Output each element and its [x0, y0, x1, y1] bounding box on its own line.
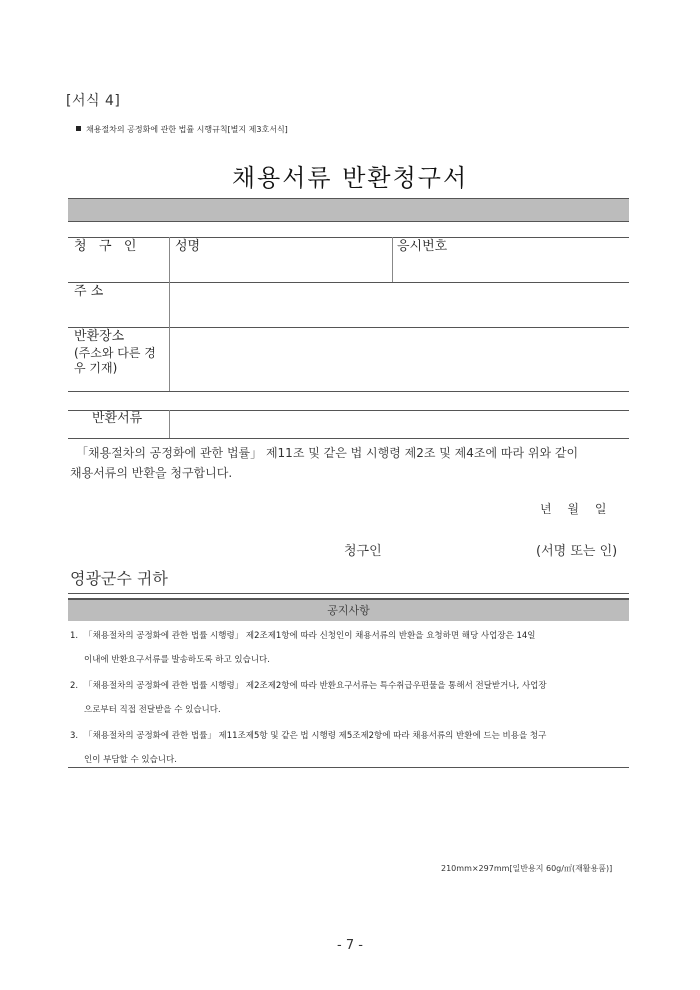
notice-item-line: 「채용절차의 공정화에 관한 법률 시행령」 제2조제2항에 따라 반환요구서류는 특수취급우편물을 통해서 전달받거나, 사업장 [84, 681, 547, 691]
declaration-line-2: 채용서류의 반환을 청구합니다. [70, 466, 233, 480]
table-line-return-place-bottom [68, 391, 629, 392]
signature-hint: (서명 또는 인) [536, 544, 618, 559]
exam-number-field[interactable] [397, 256, 625, 278]
table-line-return-docs-top [68, 410, 629, 411]
legal-basis [76, 124, 288, 135]
claimant-label: 청 구 인 [74, 239, 137, 254]
notice-item-line: 으로부터 직접 전달받을 수 있습니다. [84, 705, 221, 715]
page-number: - 7 - [337, 938, 363, 953]
notice-header: 공지사항 [68, 598, 629, 621]
notice-item-number: 3. [70, 731, 79, 741]
notice-bottom-rule [68, 767, 629, 768]
document-title: 채용서류 반환청구서 [231, 164, 469, 192]
table-line-top [68, 237, 629, 238]
notice-item [70, 674, 630, 722]
return-documents-label: 반환서류 [92, 411, 143, 426]
table-line-address-bottom [68, 327, 629, 328]
return-place-field[interactable] [175, 331, 625, 387]
notice-item-number: 1. [70, 631, 79, 641]
return-place-label-1: 반환장소 [74, 329, 125, 344]
notice-list [70, 624, 630, 774]
address-label: 주 소 [74, 284, 104, 299]
return-place-label-2: (주소와 다른 경 [74, 346, 156, 360]
declaration [70, 443, 630, 483]
return-documents-field[interactable] [175, 413, 625, 435]
table-vline-docs-col [169, 410, 170, 438]
notice-item-line: 이내에 반환요구서류를 발송하도록 하고 있습니다. [84, 655, 270, 665]
notice-item-number: 2. [70, 681, 79, 691]
title-gray-bar [68, 198, 629, 222]
claimant-sign-label: 청구인 [344, 544, 382, 559]
notice-item [70, 724, 630, 772]
legal-basis-text: 채용절차의 공정화에 관한 법률 시행규칙[별지 제3호서식] [86, 125, 288, 134]
table-line-return-docs-bottom [68, 438, 629, 439]
paper-spec: 210mm×297mm[일반용지 60g/㎡(재활용품)] [441, 864, 613, 873]
bullet-square-icon [76, 126, 81, 131]
exam-number-label: 응시번호 [397, 239, 448, 254]
notice-item [70, 624, 630, 672]
table-line-claimant-bottom [68, 282, 629, 283]
declaration-line-1: 「채용절차의 공정화에 관한 법률」 제11조 및 같은 법 시행령 제2조 및 제4조에 따라 위와 같이 [76, 446, 579, 460]
notice-item-line: 「채용절차의 공정화에 관한 법률」 제11조제5항 및 같은 법 시행령 제5조제2항에 따라 채용서류의 반환에 드는 비용을 청구 [84, 731, 547, 741]
name-field[interactable] [175, 256, 385, 278]
form-number: [서식 4] [66, 93, 121, 109]
addressee: 영광군수 귀하 [70, 569, 168, 588]
name-label: 성명 [175, 239, 201, 254]
notice-top-rule [68, 593, 629, 594]
notice-item-line: 「채용절차의 공정화에 관한 법률 시행령」 제2조제1항에 따라 신청인이 채용서류의 반환을 요청하면 해당 사업장은 14일 [84, 631, 536, 641]
table-vline-exam-col [392, 237, 393, 282]
notice-item-line: 인이 부담할 수 있습니다. [84, 755, 177, 765]
date-line: 년 월 일 [540, 502, 607, 516]
return-place-label-3: 우 기재) [74, 361, 118, 375]
address-field[interactable] [175, 286, 625, 324]
table-vline-label-col [169, 237, 170, 391]
